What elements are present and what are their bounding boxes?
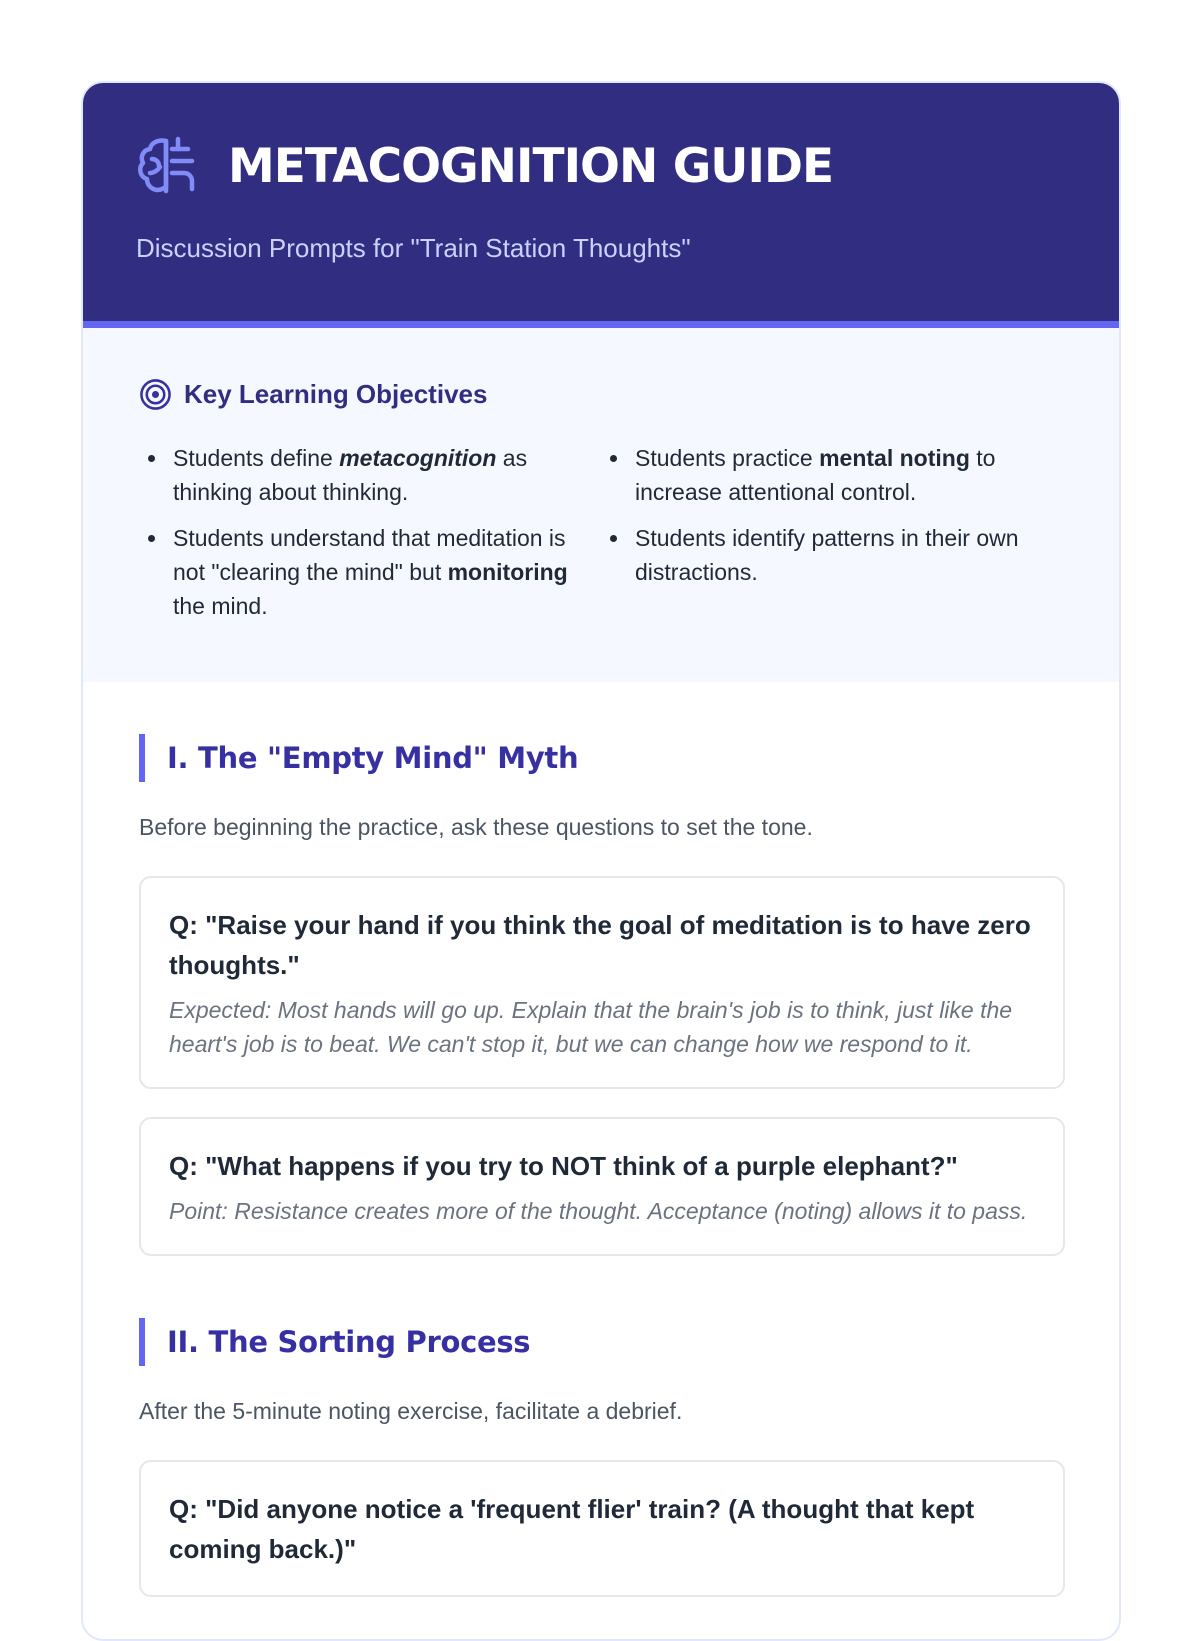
question-text: Q: "Raise your hand if you think the goal of meditation is to have zero thoughts." <box>169 910 1031 980</box>
section-title: I. The "Empty Mind" Myth <box>139 734 1065 782</box>
section-title: II. The Sorting Process <box>139 1318 1065 1366</box>
objective-term: monitoring <box>447 559 568 585</box>
objectives-column-left <box>139 441 601 635</box>
question-note: Point: Resistance creates more of the thought. Acceptance (noting) allows it to pass. <box>169 1198 1028 1224</box>
page-subtitle: Discussion Prompts for "Train Station Thoughts" <box>136 233 691 263</box>
guide-card <box>81 81 1121 1641</box>
objectives-columns <box>139 441 1063 635</box>
section-empty-mind-myth <box>139 734 1065 1256</box>
section-sorting-process <box>139 1318 1065 1597</box>
objectives-column-right <box>601 441 1063 635</box>
objective-term: mental noting <box>819 445 970 471</box>
objectives-panel <box>83 328 1119 682</box>
question-card <box>139 1460 1065 1597</box>
objective-text: Students define <box>173 445 340 471</box>
guide-content <box>83 734 1119 1597</box>
objective-item <box>635 441 1063 509</box>
objective-text: Students understand that meditation is not "clearing the mind" but <box>173 525 566 585</box>
question-card <box>139 876 1065 1089</box>
question-text: Q: "What happens if you try to NOT think of a purple elephant?" <box>169 1151 958 1181</box>
section-intro: Before beginning the practice, ask these questions to set the tone. <box>139 814 813 840</box>
objectives-heading-row <box>139 378 1063 411</box>
objective-item <box>173 441 601 509</box>
title-row <box>136 135 1066 197</box>
question-text: Q: "Did anyone notice a 'frequent flier' train? (A thought that kept coming back.)" <box>169 1494 975 1564</box>
page-title: METACOGNITION GUIDE <box>228 138 834 194</box>
objective-text: as thinking about thinking. <box>173 445 528 505</box>
guide-header <box>83 83 1119 328</box>
objective-text: to increase attentional control. <box>635 445 996 505</box>
question-card <box>139 1117 1065 1256</box>
target-icon <box>139 378 172 411</box>
objective-item <box>635 521 1063 589</box>
objective-text: Students identify patterns in their own distractions. <box>635 525 1019 585</box>
question-note: Expected: Most hands will go up. Explain that the brain's job is to think, just like the heart's job is to beat. We can't stop it, but we can change how we respond to it. <box>169 997 1013 1057</box>
objective-text: the mind. <box>173 593 268 619</box>
objective-term: metacognition <box>339 445 497 471</box>
objective-item <box>173 521 601 623</box>
section-intro: After the 5-minute noting exercise, facilitate a debrief. <box>139 1398 683 1424</box>
brain-icon <box>136 135 198 197</box>
objective-text: Students practice <box>635 445 820 471</box>
objectives-heading: Key Learning Objectives <box>184 379 488 409</box>
